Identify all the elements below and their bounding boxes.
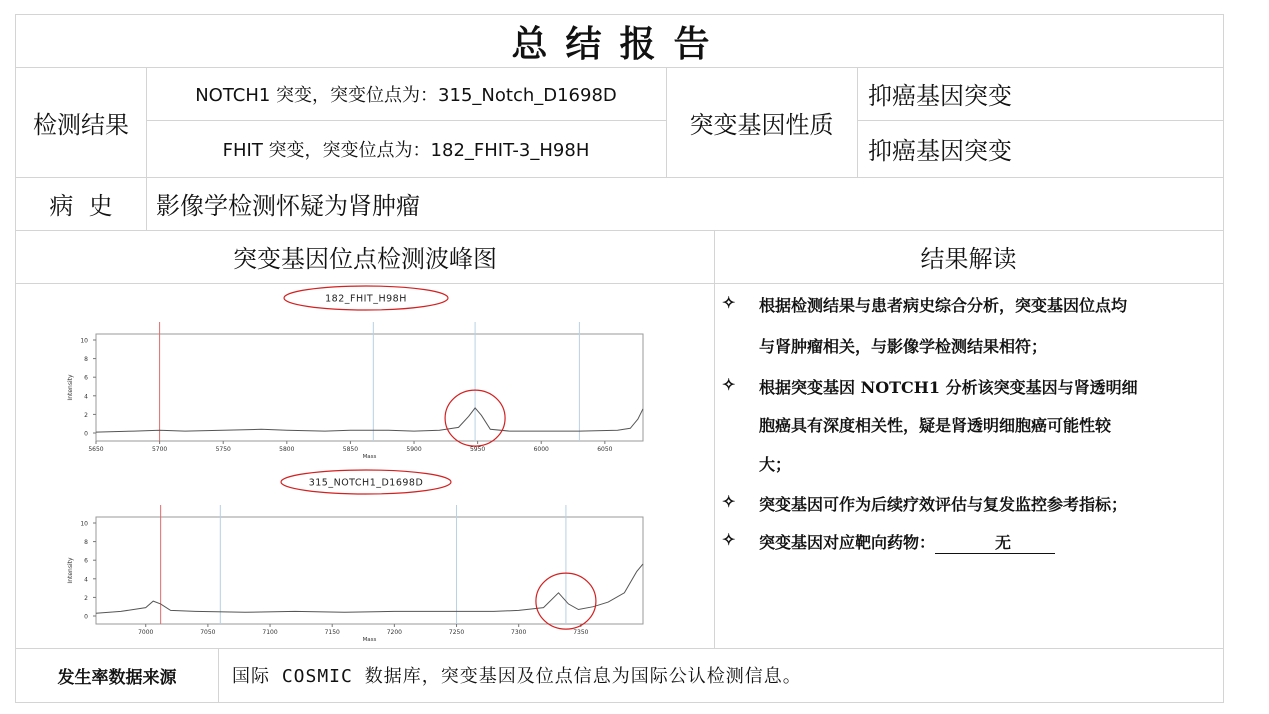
- gene-nature-label: 突变基因性质: [689, 110, 834, 139]
- y-tick-label: 6: [84, 374, 88, 382]
- data-source-text: 国际 COSMIC 数据库，突变基因及位点信息为国际公认检测信息。: [232, 666, 802, 687]
- divider: [857, 67, 858, 177]
- x-tick-label: 7100: [262, 629, 278, 636]
- y-tick-label: 0: [84, 613, 88, 621]
- data-source-label: 发生率数据来源: [57, 667, 177, 688]
- y-tick-label: 4: [84, 393, 88, 401]
- y-tick-label: 10: [80, 337, 88, 345]
- x-tick-label: 7050: [200, 629, 216, 636]
- bullet-icon: ✧: [722, 530, 736, 549]
- divider: [218, 648, 219, 702]
- chart-1: [67, 286, 643, 460]
- interp-line: 突变基因可作为后续疗效评估与复发监控参考指标；: [759, 495, 1128, 514]
- x-tick-label: 6050: [597, 446, 613, 453]
- x-tick-label: 7300: [511, 629, 527, 636]
- y-tick-label: 4: [84, 576, 88, 584]
- bullet-icon: ✧: [722, 492, 736, 511]
- target-drug-label: 突变基因对应靶向药物：: [759, 533, 936, 552]
- bullet-icon: ✧: [722, 375, 736, 394]
- summary-report: [15, 14, 1224, 703]
- mutation-1: NOTCH1 突变，突变位点为：315_Notch_D1698D: [195, 84, 617, 106]
- divider: [714, 230, 715, 648]
- x-tick-label: 5700: [151, 446, 168, 453]
- chart-2: [67, 470, 643, 643]
- report-title: 总结报告: [511, 23, 728, 65]
- x-tick-label: 7000: [138, 629, 154, 636]
- x-tick-label: 7250: [448, 629, 465, 636]
- bullet-icon: ✧: [722, 293, 736, 312]
- y-tick-label: 8: [84, 356, 88, 364]
- detect-result-label: 检测结果: [33, 110, 129, 139]
- x-tick-label: 5900: [406, 446, 422, 453]
- target-drug-value: 无: [935, 530, 1055, 554]
- peak-chart-title: 突变基因位点检测波峰图: [233, 245, 497, 273]
- gene-nature-1: 抑癌基因突变: [868, 82, 1012, 110]
- plot-frame: [96, 517, 643, 624]
- y-axis-label: Intensity: [67, 374, 74, 401]
- chart-title: 315_NOTCH1_D1698D: [308, 477, 424, 489]
- x-axis-label: Mass: [362, 637, 377, 643]
- x-tick-label: 5800: [279, 446, 295, 453]
- interpretation-title: 结果解读: [920, 245, 1017, 273]
- x-tick-label: 5650: [88, 446, 104, 453]
- interpretation-list: [722, 289, 1222, 644]
- gene-nature-2: 抑癌基因突变: [868, 137, 1012, 165]
- interp-line: 大；: [759, 455, 792, 474]
- x-tick-label: 7150: [324, 629, 340, 636]
- x-tick-label: 6000: [533, 446, 549, 453]
- history-value: 影像学检测怀疑为肾肿瘤: [156, 192, 420, 220]
- x-tick-label: 7350: [573, 629, 589, 636]
- x-tick-label: 5950: [469, 446, 486, 453]
- chart-title: 182_FHIT_H98H: [325, 293, 407, 305]
- x-tick-label: 7200: [386, 629, 403, 636]
- history-label: 病 史: [49, 192, 113, 220]
- x-tick-label: 5750: [215, 446, 231, 453]
- x-axis-label: Mass: [362, 454, 377, 460]
- interp-line: 根据检测结果与患者病史综合分析，突变基因位点均: [759, 296, 1128, 315]
- interp-line: 根据突变基因 NOTCH1 分析该突变基因与肾透明细: [759, 378, 1138, 397]
- y-tick-label: 2: [84, 594, 88, 602]
- y-tick-label: 0: [84, 430, 88, 438]
- y-tick-label: 10: [80, 520, 88, 528]
- peak-charts: [16, 284, 714, 648]
- interp-line: 胞癌具有深度相关性，疑是肾透明细胞癌可能性较: [759, 416, 1112, 435]
- y-tick-label: 2: [84, 411, 88, 419]
- y-tick-label: 8: [84, 539, 88, 547]
- x-tick-label: 5850: [342, 446, 359, 453]
- y-tick-label: 6: [84, 557, 88, 565]
- plot-frame: [96, 334, 643, 441]
- interp-line: 与肾肿瘤相关，与影像学检测结果相符；: [759, 337, 1048, 356]
- y-axis-label: Intensity: [67, 557, 74, 584]
- interp-line: [759, 530, 1055, 554]
- mutation-2: FHIT 突变，突变位点为：182_FHIT-3_H98H: [222, 139, 590, 161]
